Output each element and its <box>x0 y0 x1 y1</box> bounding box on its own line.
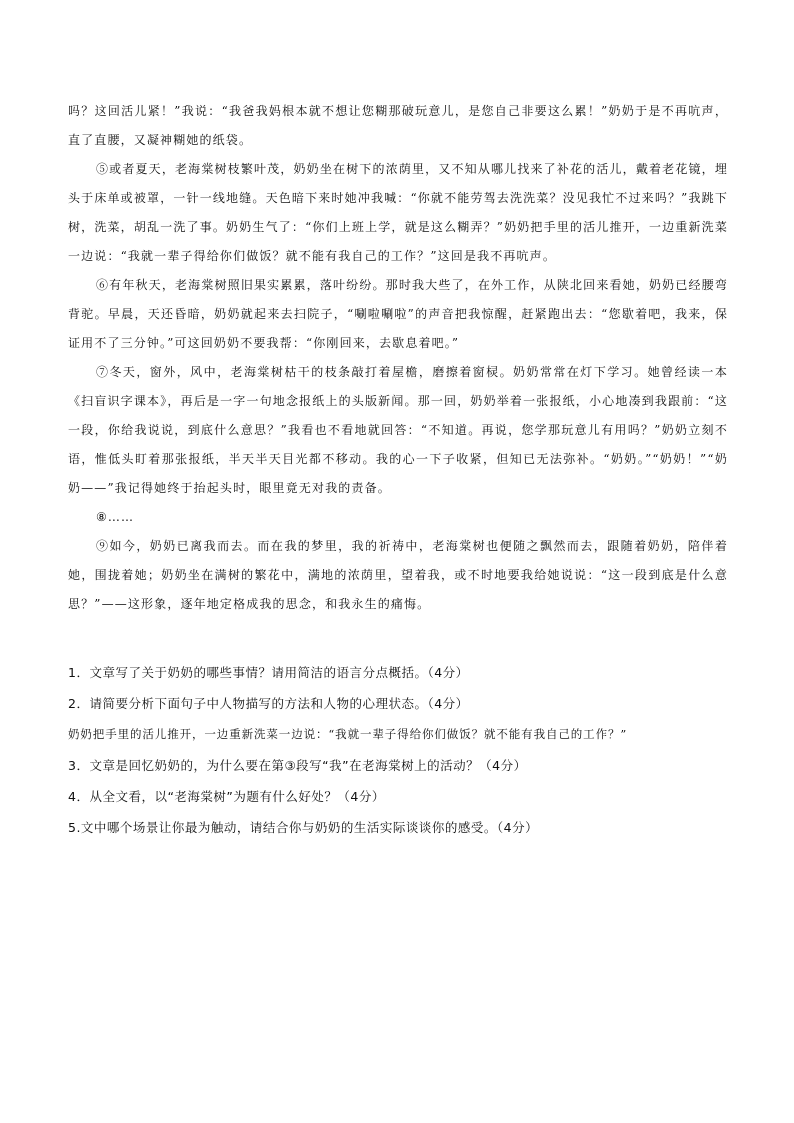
document-page <box>68 97 728 843</box>
paragraph-7: ⑦冬天，窗外，风中，老海棠树枯干的枝条敲打着屋檐，磨擦着窗棂。奶奶常常在灯下学习。她曾经读一本《扫盲识字课本》，再后是一字一句地念报纸上的头版新闻。那一回，奶奶举着一张报纸，小心地凑到我跟前：“这一段，你给我说说，到底什么意思？”我看也不看地就回答：“不知道。再说，您学那玩意儿有用吗？”奶奶立刻不语，惟低头盯着那张报纸，半天半天目光都不移动。我的心一下子收紧，但知已无法弥补。“奶奶。”“奶奶！”“奶奶——”我记得她终于抬起头时，眼里竟无对我的责备。 <box>68 365 728 495</box>
question-3: 3．文章是回忆奶奶的，为什么要在第③段写“我”在老海棠树上的活动？（4分） <box>68 758 527 773</box>
paragraph-9: ⑨如今，奶奶已离我而去。而在我的梦里，我的祈祷中，老海棠树也便随之飘然而去，跟随着奶奶，陪伴着她，围拢着她；奶奶坐在满树的繁花中，满地的浓荫里，望着我，或不时地要我给她说说：“这一段到底是什么意思？”——这形象，逐年地定格成我的思念，和我永生的痛悔。 <box>68 539 728 611</box>
question-2: 2．请简要分析下面句子中人物描写的方法和人物的心理状态。（4分） <box>68 696 469 711</box>
question-5: 5.文中哪个场景让你最为触动，请结合你与奶奶的生活实际谈谈你的感受。（4分） <box>68 820 539 835</box>
question-list <box>68 657 728 843</box>
paragraph-5: ⑤或者夏天，老海棠树枝繁叶茂，奶奶坐在树下的浓荫里，又不知从哪儿找来了补花的活儿，戴着老花镜，埋头于床单或被罩，一针一线地缝。天色暗下来时她冲我喊：“你就不能劳驾去洗洗菜？没见我忙不过来吗？”我跳下树，洗菜，胡乱一洗了事。奶奶生气了：“你们上班上学，就是这么糊弄？”奶奶把手里的活儿推开，一边重新洗菜一边说：“我就一辈子得给你们做饭？就不能有我自己的工作？”这回是我不再吭声。 <box>68 162 728 263</box>
question-4: 4．从全文看，以“老海棠树”为题有什么好处？（4分） <box>68 789 385 804</box>
paragraph-8: ⑧…… <box>96 510 135 524</box>
reading-passage <box>68 97 728 619</box>
paragraph-6: ⑥有年秋天，老海棠树照旧果实累累，落叶纷纷。那时我大些了，在外工作，从陕北回来看她，奶奶已经腰弯背驼。早晨，天还昏暗，奶奶就起来去扫院子，“唰啦唰啦”的声音把我惊醒，赶紧跑出去：“您歇着吧，我来，保证用不了三分钟。”可这回奶奶不要我帮：“你刚回来，去歇息着吧。” <box>68 278 728 350</box>
question-1: 1．文章写了关于奶奶的哪些事情？请用简洁的语言分点概括。（4分） <box>68 665 469 680</box>
question-2-quote: 奶奶把手里的活儿推开，一边重新洗菜一边说：“我就一辈子得给你们做饭？就不能有我自己的工作？” <box>68 727 628 741</box>
paragraph-4-continued: 吗？这回活儿紧！”我说：“我爸我妈根本就不想让您糊那破玩意儿，是您自己非要这么累！”奶奶于是不再吭声，直了直腰，又凝神糊她的纸袋。 <box>68 104 728 147</box>
